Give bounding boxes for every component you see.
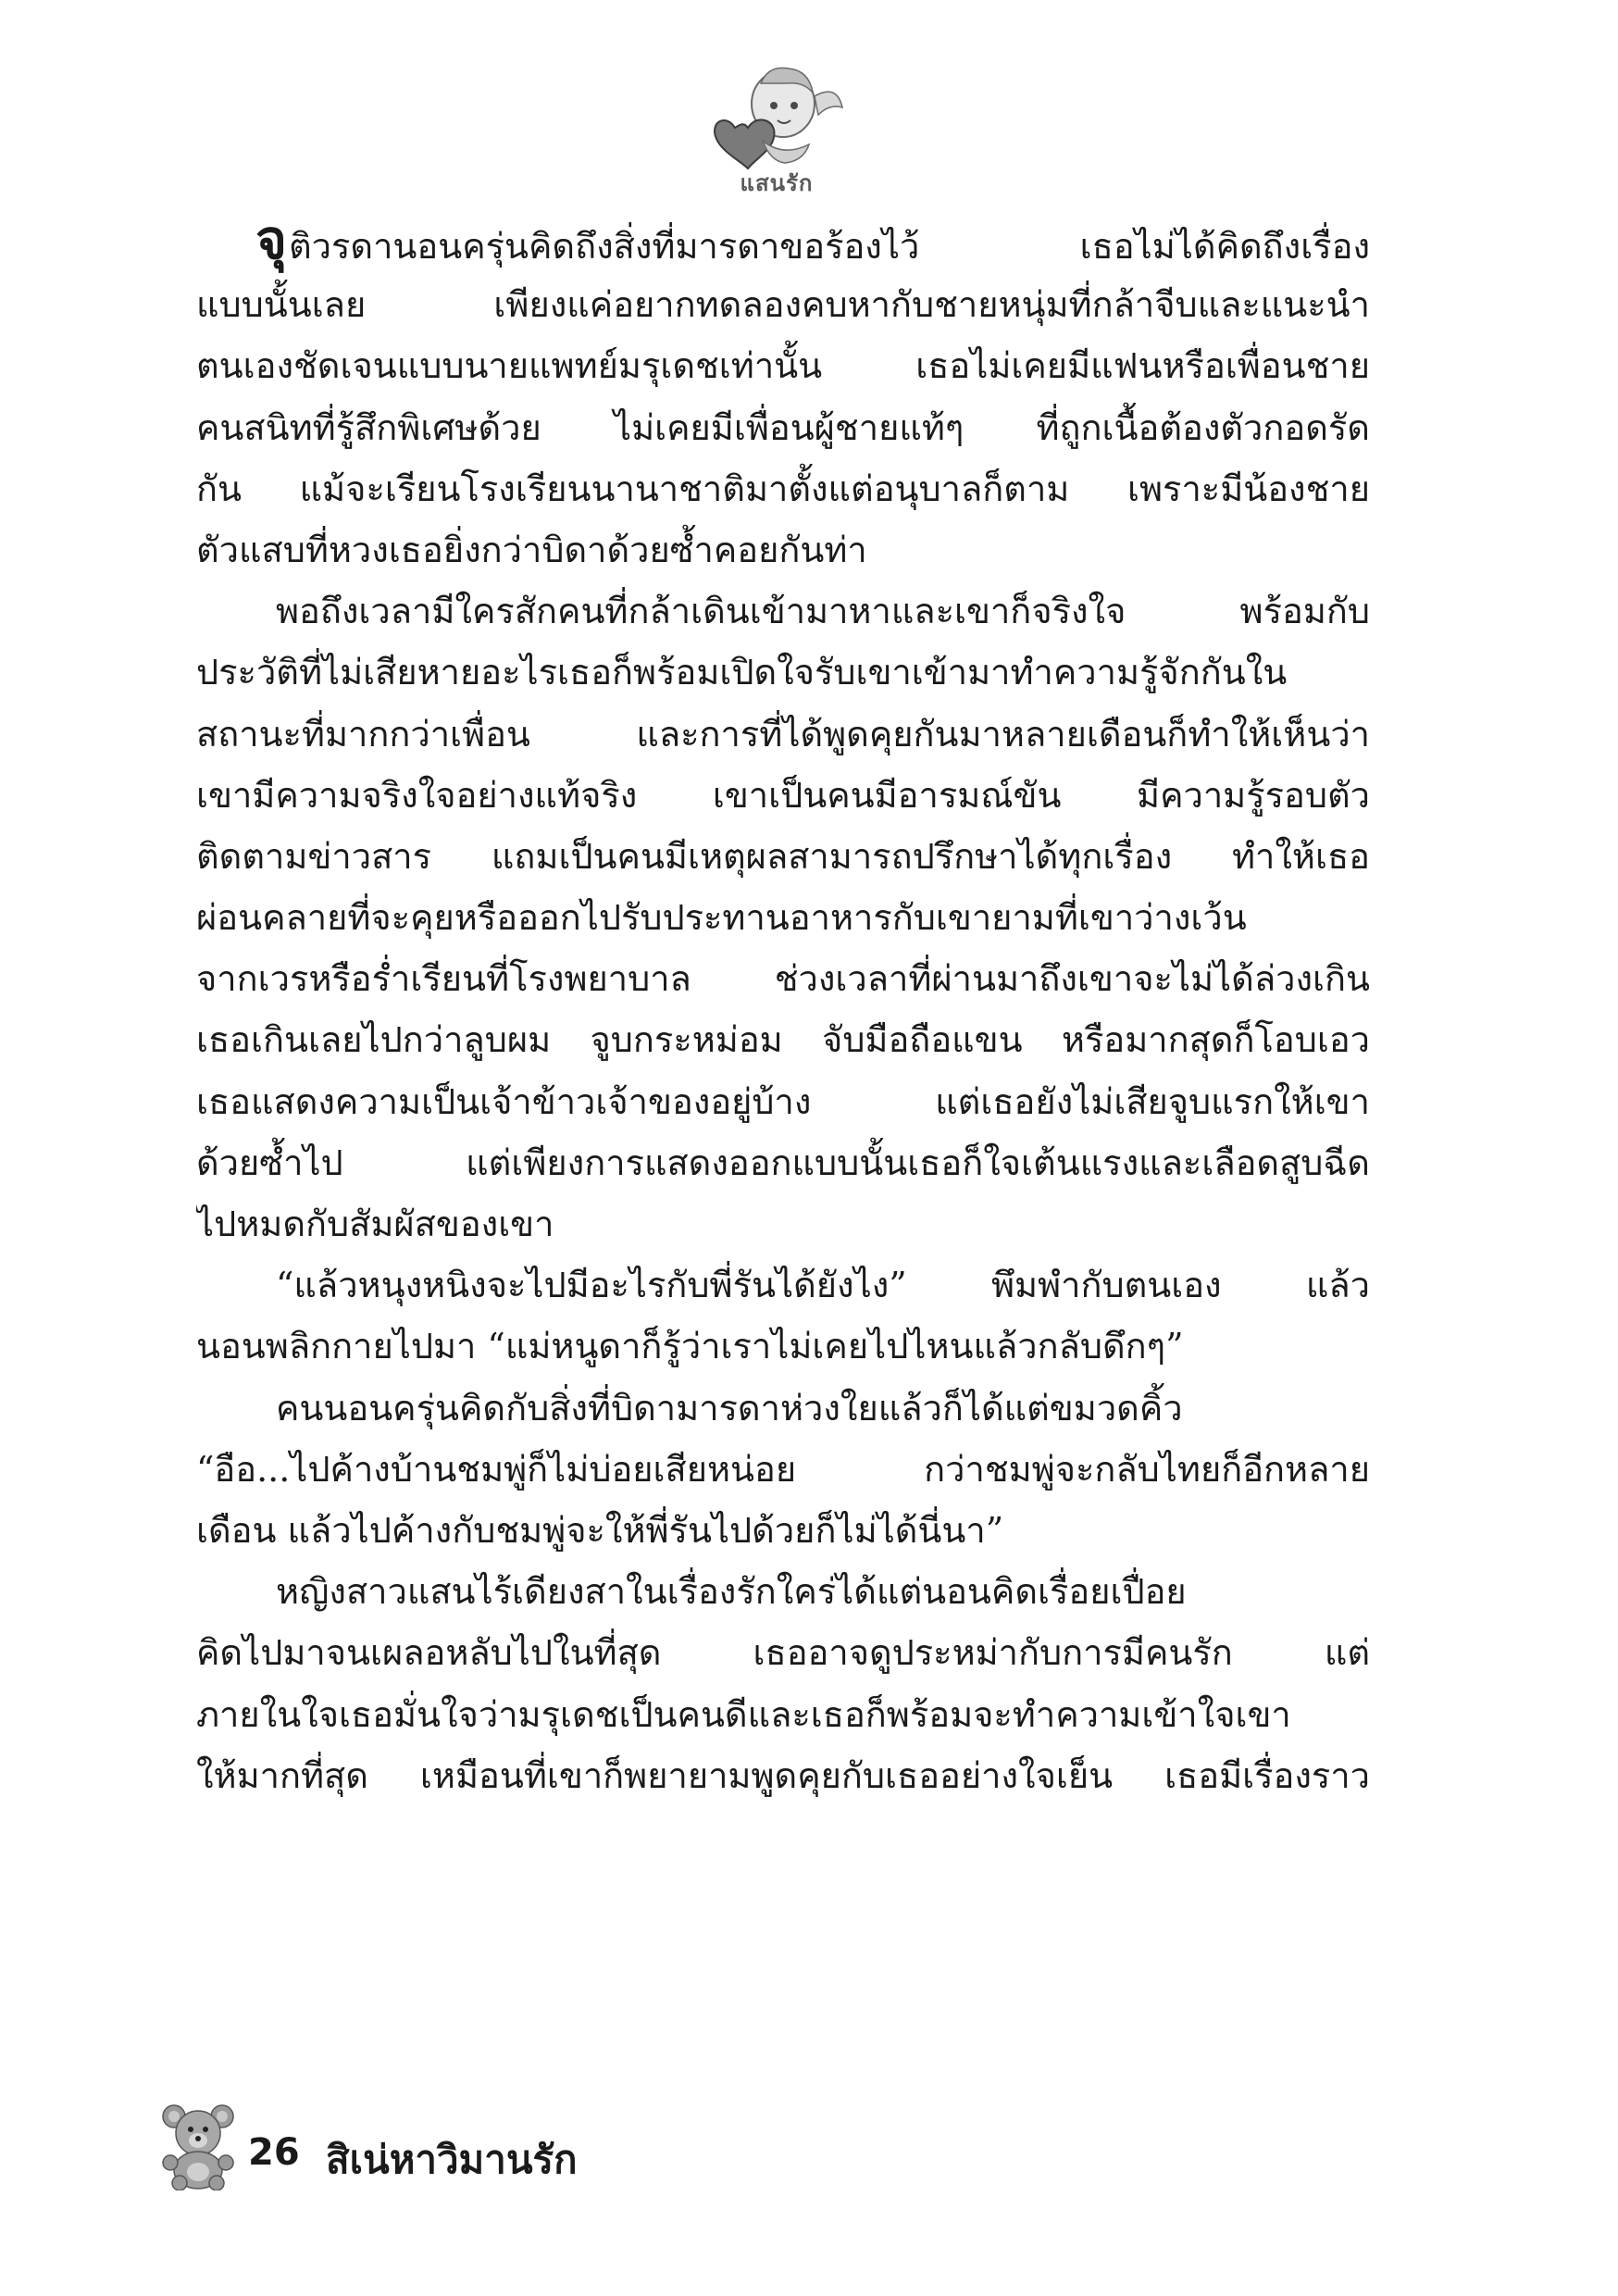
paragraph-line: คนนอนครุ่นคิดกับสิ่งที่บิดามารดาห่วงใยแล้วก็ได้แต่ขมวดคิ้ว (276, 1387, 1183, 1429)
paragraph-line: เขามีความจริงใจอย่างแท้จริง เขาเป็นคนมีอารมณ์ขัน มีความรู้รอบตัว (196, 774, 1370, 816)
paragraph-line: ภายในใจเธอมั่นใจว่ามรุเดชเป็นคนดีและเธอก็พร้อมจะทำความเข้าใจเขา (196, 1693, 1291, 1735)
paragraph-line: หญิงสาวแสนไร้เดียงสาในเรื่องรักใคร่ได้แต่นอนคิดเรื่อยเปื่อย (276, 1571, 1187, 1613)
paragraph-line: ตนเองชัดเจนแบบนายแพทย์มรุเดชเท่านั้น เธอไม่เคยมีแฟนหรือเพื่อนชาย (196, 345, 1370, 387)
paragraph-line: เดือน แล้วไปค้างกับชมพู่จะให้พี่รันไปด้วยก็ไม่ได้นี่นา” (196, 1509, 1004, 1551)
paragraph-line: พอถึงเวลามีใครสักคนที่กล้าเดินเข้ามาหาและเขาก็จริงใจ พร้อมกับ (276, 591, 1370, 632)
paragraph-line: สถานะที่มากกว่าเพื่อน และการที่ได้พูดคุยกันมาหลายเดือนก็ทำให้เห็นว่า (196, 713, 1370, 755)
paragraph-line: เธอเกินเลยไปกว่าลูบผม จูบกระหม่อม จับมือถือแขน หรือมากสุดก็โอบเอว (196, 1019, 1370, 1061)
page-footer (156, 2102, 803, 2203)
paragraph-line: คิดไปมาจนเผลอหลับไปในที่สุด เธออาจดูประหม่ากับการมีคนรัก แต่ (196, 1632, 1370, 1674)
paragraph-line: ตัวแสบที่หวงเธอยิ่งกว่าบิดาด้วยซ้ำคอยกันท่า (196, 529, 867, 570)
paragraph-line (196, 213, 1370, 274)
paragraph-line: ด้วยซ้ำไป แต่เพียงการแสดงออกแบบนั้นเธอก็ใจเต้นแรงและเลือดสูบฉีด (196, 1142, 1370, 1183)
paragraph-line: กัน แม้จะเรียนโรงเรียนนานาชาติมาตั้งแต่อนุบาลก็ตาม เพราะมีน้องชาย (196, 468, 1370, 509)
drop-cap: จุ (255, 213, 287, 271)
paragraph-line: ให้มากที่สุด เหมือนที่เขาก็พยายามพูดคุยกับเธออย่างใจเย็น เธอมีเรื่องราว (196, 1754, 1370, 1796)
teddy-bear-icon (156, 2102, 241, 2190)
paragraph-line: จากเวรหรือร่ำเรียนที่โรงพยาบาล ช่วงเวลาที่ผ่านมาถึงเขาจะไม่ได้ล่วงเกิน (196, 958, 1370, 1000)
paragraph-line: เธอแสดงความเป็นเจ้าข้าวเจ้าของอยู่บ้าง แต่เธอยังไม่เสียจูบแรกให้เขา (196, 1080, 1370, 1122)
header-cupid-logo (707, 56, 846, 194)
paragraph-line: ผ่อนคลายที่จะคุยหรือออกไปรับประทานอาหารกับเขายามที่เขาว่างเว้น (196, 897, 1247, 939)
paragraph-line: ประวัติที่ไม่เสียหายอะไรเธอก็พร้อมเปิดใจรับเขาเข้ามาทำความรู้จักกันใน (196, 652, 1288, 693)
dialogue-line: “แล้วหนุงหนิงจะไปมีอะไรกับพี่รันได้ยังไง” พึมพำกับตนเอง แล้ว (276, 1265, 1370, 1306)
paragraph-line: คนสนิทที่รู้สึกพิเศษด้วย ไม่เคยมีเพื่อนผู้ชายแท้ๆ ที่ถูกเนื้อต้องตัวกอดรัด (196, 406, 1370, 448)
line-text: ติวรดานอนครุ่นคิดถึงสิ่งที่มารดาขอร้องไว้ เธอไม่ได้คิดถึงเรื่อง (288, 226, 1370, 267)
dialogue-line: “อือ...ไปค้างบ้านชมพู่ก็ไม่บ่อยเสียหน่อย กว่าชมพู่จะกลับไทยก็อีกหลาย (196, 1448, 1370, 1490)
paragraph-line: ติดตามข่าวสาร แถมเป็นคนมีเหตุผลสามารถปรึกษาได้ทุกเรื่อง ทำให้เธอ (196, 835, 1370, 877)
page-number: 26 (248, 2131, 300, 2174)
paragraph-line: แบบนั้นเลย เพียงแค่อยากทดลองคบหากับชายหนุ่มที่กล้าจีบและแนะนำ (196, 284, 1370, 326)
chapter-body (196, 213, 1370, 1806)
logo-text: แสนรัก (740, 170, 814, 196)
book-title: สิเน่หาวิมานรัก (326, 2137, 578, 2182)
paragraph-line: ไปหมดกับสัมผัสของเขา (196, 1204, 554, 1244)
paragraph-line: นอนพลิกกายไปมา “แม่หนูดาก็รู้ว่าเราไม่เคยไปไหนแล้วกลับดึกๆ” (196, 1326, 1184, 1367)
